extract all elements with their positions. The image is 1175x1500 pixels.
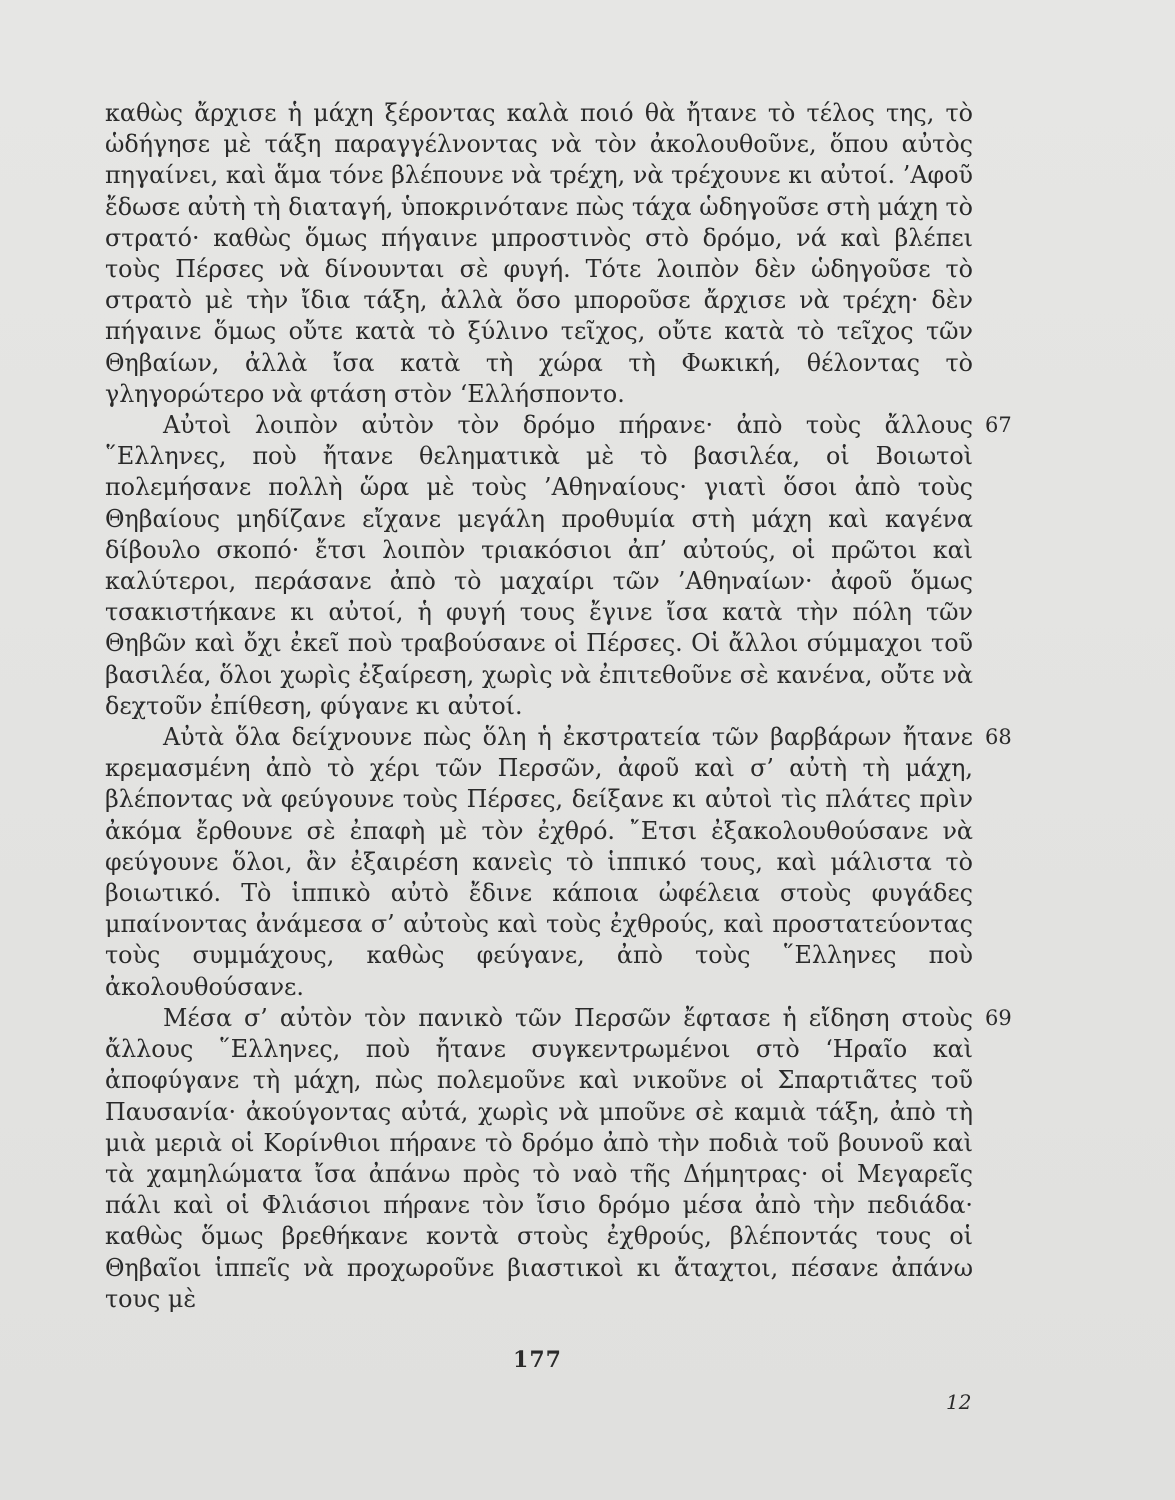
- paragraph-1: [105, 98, 973, 410]
- paragraph-4: [105, 1003, 1012, 1315]
- paragraph-2: [105, 410, 1012, 722]
- paragraph-text: καθὼς ἄρχισε ἡ μάχη ξέροντας καλὰ ποιό θὰ ἤτανε τὸ τέλος της, τὸ ὡδήγησε μὲ τάξη παραγγέλνοντας νὰ τὸν ἀκολουθοῦνε, ὅπου αὐτὸς πηγαίνει, καὶ ἅμα τόνε βλέπουνε νὰ τρέχη, νὰ τρέχουνε κι αὐτοί. ’Αφοῦ ἔδωσε αὐτὴ τὴ διαταγή, ὑποκρινότανε πὼς τάχα ὡδηγοῦσε στὴ μάχη τὸ στρατό· καθὼς ὅμως πήγαινε μπροστινὸς στὸ δρόμο, νά καὶ βλέπει τοὺς Πέρσες νὰ δίνουνται σὲ φυγή. Τότε λοιπὸν δὲν ὡδηγοῦσε τὸ στρατὸ μὲ τὴν ἴδια τάξη, ἀλλὰ ὅσο μποροῦσε ἄρχισε νὰ τρέχη· δὲν πήγαινε ὅμως οὔτε κατὰ τὸ ξύλινο τεῖχος, οὔτε κατὰ τὸ τεῖχος τῶν Θηβαίων, ἀλλὰ ἴσα κατὰ τὴ χώρα τὴ Φωκική, θέλοντας τὸ γληγορώτερο νὰ φτάση στὸν ‘Ελλήσποντο.: [105, 99, 973, 408]
- section-number: 69: [985, 1005, 1012, 1030]
- page-number: 177: [513, 1347, 562, 1373]
- paragraph-3: [105, 722, 1012, 1003]
- paragraph-text: Μέσα σ’ αὐτὸν τὸν πανικὸ τῶν Περσῶν ἔφτασε ἡ εἴδηση στοὺς ἄλλους ῞Ελληνες, ποὺ ἤτανε συγκεντρωμένοι στὸ ‘Ηραῖο καὶ ἀποφύγανε τὴ μάχη, πὼς πολεμοῦνε καὶ νικοῦνε οἱ Σπαρτιᾶτες τοῦ Παυσανία· ἀκούγοντας αὐτά, χωρὶς νὰ μποῦνε σὲ καμιὰ τάξη, ἀπὸ τὴ μιὰ μεριὰ οἱ Κορίνθιοι πήρανε τὸ δρόμο ἀπὸ τὴν ποδιὰ τοῦ βουνοῦ καὶ τὰ χαμηλώματα ἴσα ἀπάνω πρὸς τὸ ναὸ τῆς Δήμητρας· οἱ Μεγαρεῖς πάλι καὶ οἱ Φλιάσιοι πήρανε τὸν ἴσιο δρόμο μέσα ἀπὸ τὴν πεδιάδα· καθὼς ὅμως βρεθήκανε κοντὰ στοὺς ἐχθρούς, βλέποντάς τους οἱ Θηβαῖοι ἱππεῖς νὰ προχωροῦνε βιαστικοὶ κι ἄταχτοι, πέσανε ἀπάνω τους μὲ: [105, 1003, 973, 1313]
- section-number: 67: [985, 413, 1012, 438]
- section-number: 68: [985, 725, 1012, 750]
- signature-mark: 12: [946, 1390, 972, 1414]
- paragraph-text: Αὐτὰ ὅλα δείχνουνε πὼς ὅλη ἡ ἐκστρατεία τῶν βαρβάρων ἤτανε κρεμασμένη ἀπὸ τὸ χέρι τῶν Περσῶν, ἀφοῦ καὶ σ’ αὐτὴ τὴ μάχη, βλέποντας νὰ φεύγουνε τοὺς Πέρσες, δείξανε κι αὐτοὶ τὶς πλάτες πρὶν ἀκόμα ἔρθουνε σὲ ἐπαφὴ μὲ τὸν ἐχθρό. ῎Ετσι ἐξακολουθούσανε νὰ φεύγουνε ὅλοι, ἂν ἐξαιρέση κανεὶς τὸ ἱππικό τους, καὶ μάλιστα τὸ βοιωτικό. Τὸ ἱππικὸ αὐτὸ ἔδινε κάποια ὠφέλεια στοὺς φυγάδες μπαίνοντας ἀνάμεσα σ’ αὐτοὺς καὶ τοὺς ἐχθρούς, καὶ προστατεύοντας τοὺς συμμάχους, καθὼς φεύγανε, ἀπὸ τοὺς ῞Ελληνες ποὺ ἀκολουθούσανε.: [105, 723, 973, 1001]
- body-text: [105, 98, 1012, 1315]
- paragraph-text: Αὐτοὶ λοιπὸν αὐτὸν τὸν δρόμο πήρανε· ἀπὸ τοὺς ἄλλους ῞Ελληνες, ποὺ ἤτανε θεληματικὰ μὲ τὸ βασιλέα, οἱ Βοιωτοὶ πολεμήσανε πολλὴ ὥρα μὲ τοὺς ’Αθηναίους· γιατὶ ὅσοι ἀπὸ τοὺς Θηβαίους μηδίζανε εἴχανε μεγάλη προθυμία στὴ μάχη καὶ καγένα δίβουλο σκοπό· ἔτσι λοιπὸν τριακόσιοι ἀπ’ αὐτούς, οἱ πρῶτοι καὶ καλύτεροι, περάσανε ἀπὸ τὸ μαχαίρι τῶν ’Αθηναίων· ἀφοῦ ὅμως τσακιστήκανε κι αὐτοί, ἡ φυγή τους ἔγινε ἴσα κατὰ τὴν πόλη τῶν Θηβῶν καὶ ὄχι ἐκεῖ ποὺ τραβούσανε οἱ Πέρσες. Οἱ ἄλλοι σύμμαχοι τοῦ βασιλέα, ὅλοι χωρὶς ἐξαίρεση, χωρὶς νὰ ἐπιτεθοῦνε σὲ κανένα, οὔτε νὰ δεχτοῦν ἐπίθεση, φύγανε κι αὐτοί.: [105, 411, 973, 720]
